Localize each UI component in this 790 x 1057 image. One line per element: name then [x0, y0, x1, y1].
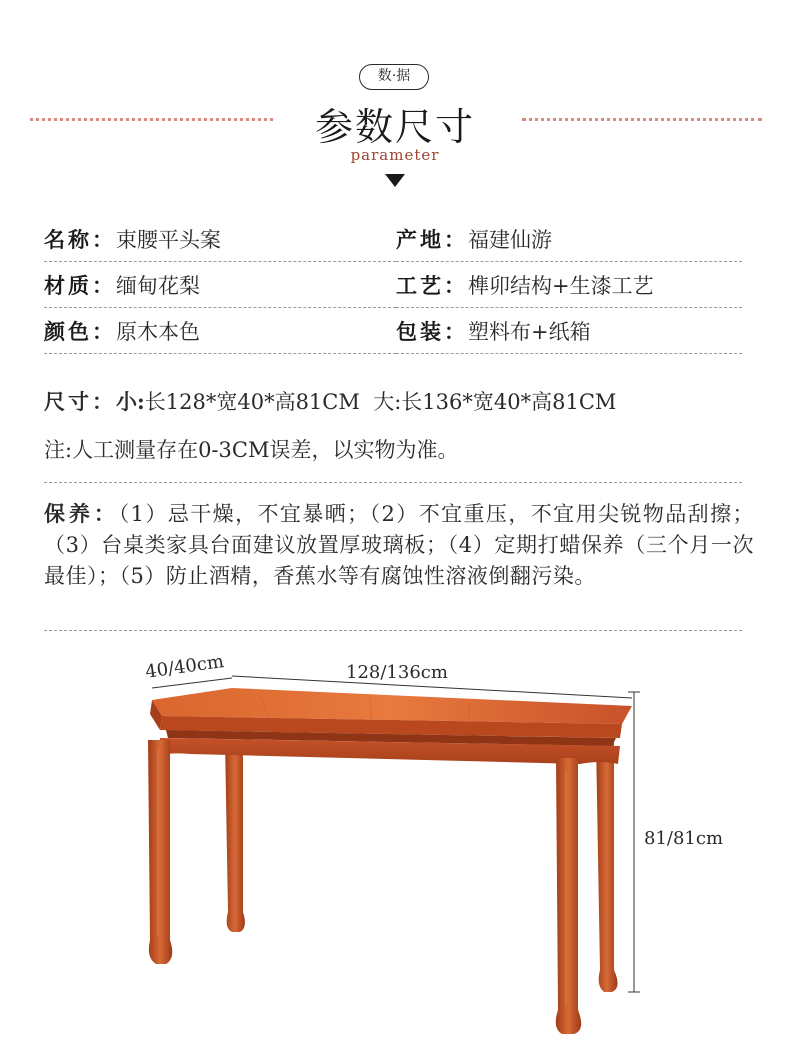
page-title: 参数尺寸 [314, 105, 475, 149]
param-label: 名称： [44, 227, 116, 252]
table-image [0, 640, 790, 1057]
front-right-leg [556, 758, 581, 1034]
length-dimension-label: 128/136cm [346, 662, 448, 683]
back-right-leg [596, 740, 618, 992]
down-arrow-icon [385, 174, 405, 187]
param-value: 缅甸花梨 [116, 274, 200, 298]
param-origin-row [396, 218, 742, 262]
param-label: 颜色： [44, 319, 116, 344]
size-small-label: 小: [116, 389, 145, 414]
param-value: 原木本色 [116, 320, 200, 344]
param-label: 材质： [44, 273, 116, 298]
measurement-note: 注:人工测量存在0-3CM误差，以实物为准。 [44, 438, 459, 462]
param-label: 产地： [396, 227, 468, 252]
care-paragraph [44, 498, 754, 592]
decorative-dotted-line-right [522, 118, 762, 121]
param-color-row [44, 310, 396, 354]
param-value: 束腰平头案 [116, 228, 221, 252]
section-header [0, 0, 790, 200]
param-material-row [44, 264, 396, 308]
param-name-row [44, 218, 396, 262]
size-small-value: 长128*宽40*高81CM [144, 390, 360, 414]
size-line [44, 384, 754, 420]
depth-dimension-line [152, 678, 232, 688]
care-label: 保养： [44, 501, 119, 526]
care-text: （1）忌干燥，不宜暴晒；（2）不宜重压，不宜用尖锐物品刮擦；（3）台桌类家具台面建议放置厚玻璃板；（4）定期打蜡保养（三个月一次最佳）；（5）防止酒精，香蕉水等有腐蚀性溶液倒翻污染。 [44, 502, 754, 588]
param-package-row [396, 310, 742, 354]
param-craft-row [396, 264, 742, 308]
param-value: 榫卯结构+生漆工艺 [468, 274, 654, 298]
section-tag: 数·据 [359, 64, 429, 90]
back-left-leg [225, 740, 245, 932]
divider [44, 630, 742, 631]
height-dimension-label: 81/81cm [644, 828, 724, 849]
page-subtitle: parameter [350, 146, 440, 164]
depth-dimension-label: 40/40cm [144, 651, 226, 683]
size-label: 尺寸： [44, 389, 116, 414]
param-value: 福建仙游 [468, 228, 552, 252]
front-left-leg [148, 740, 172, 964]
param-label: 工艺： [396, 273, 468, 298]
size-large-value: 大:长136*宽40*高81CM [373, 390, 617, 414]
divider [44, 482, 742, 483]
param-value: 塑料布+纸箱 [468, 320, 591, 344]
param-label: 包装： [396, 319, 468, 344]
